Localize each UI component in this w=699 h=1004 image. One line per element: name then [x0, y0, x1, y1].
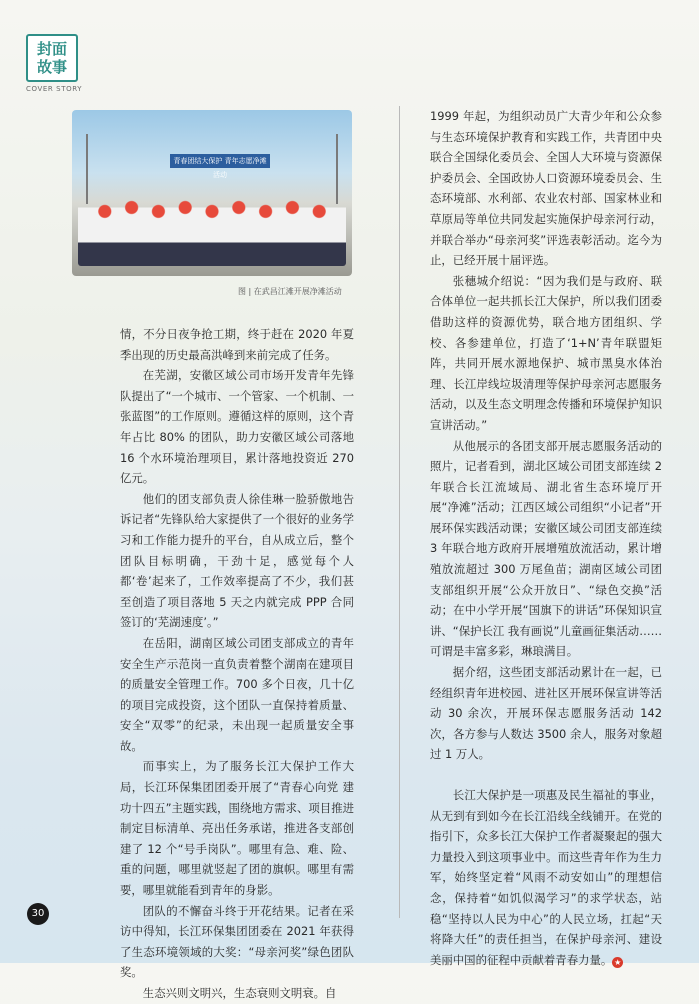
paragraph: 1999 年起，为组织动员广大青少年和公众参与生态环境保护教育和实践工作，共青团中央联合全国绿化委员会、全国人大环境与资源保护委员会、全国政协人口资源环境委员会、生态环境部、水利部、农业农村部、国家林业和草原局等单位共同发起实施保护母亲河行动，并联合举办“母亲河奖”评选表彰活动。迄今为止，已经开展十届评选。	[430, 109, 662, 268]
paragraph: 在岳阳，湖南区域公司团支部成立的青年安全生产示范岗一直负责着整个湖南在建项目的质量安全管理工作。700 多个日夜，几十亿的项目完成投资，这个团队一直保持着质量、安全“双零”的纪录，未出现一起质量安全事故。	[120, 635, 354, 753]
page-number: 30	[27, 903, 49, 925]
logo-title-line2: 故事	[36, 58, 67, 76]
left-column	[120, 324, 354, 1004]
paragraph	[430, 785, 662, 970]
paragraph: 在芜湖，安徽区域公司市场开发青年先锋队提出了“一个城市、一个管家、一个机制、一张蓝图”的工作原则。遵循这样的原则，这个青年占比 80% 的团队，助力安徽区域公司落地 16 个水环境治理项目，累计落地投资近 270 亿元。	[120, 368, 354, 486]
paragraph-text: 长江大保护是一项惠及民生福祉的事业，从无到有到如今在长江沿线全线铺开。在党的指引下，众多长江大保护工作者凝聚起的强大力量投入到这项事业中。而这些青年作为生力军，始终坚定着“风雨不动安如山”的理想信念，保持着“如饥似渴学习”的求学状态，站稳“坚持以人民为中心”的人民立场，扛起“天将降大任”的责任担当，在保护母亲河、建设美丽中国的征程中贡献着青春力量。	[430, 788, 662, 967]
logo-title-line1: 封面	[36, 40, 67, 58]
end-star-icon: ★	[614, 957, 622, 967]
paragraph: 生态兴则文明兴，生态衰则文明衰。自	[142, 986, 337, 1000]
right-column	[430, 106, 662, 970]
photo-caption: 图 | 在武昌江滩开展净滩活动	[238, 287, 342, 296]
photo-banner: 青春团结大保护 青年志愿净滩活动	[170, 154, 270, 168]
paragraph: 团队的不懈奋斗终于开花结果。记者在采访中得知，长江环保集团团委在 2021 年获得了生态环境领域的大奖：“母亲河奖”绿色团队奖。	[120, 903, 354, 980]
photo-crowd	[78, 188, 346, 266]
paragraph: 他们的团支部负责人徐佳琳一脸骄傲地告诉记者“先锋队给大家提供了一个很好的业务学习和工作能力提升的平台，自从成立后，整个团队目标明确，干劲十足，感觉每个人都‘卷’起来了，工作效率提高了不少，我们甚至创造了项目落地 5 天之内就完成 PPP 合同签订的‘芜湖速度’。”	[120, 491, 354, 630]
column-divider	[399, 106, 400, 918]
logo-box	[26, 34, 78, 82]
paragraph: 张穗城介绍说：“因为我们是与政府、联合体单位一起共抓长江大保护，所以我们团委借助这样的资源优势，联合地方团组织、学校、各参建单位，打造了‘1+N’青年联盟矩阵，共同开展水源地保护、城市黑臭水体治理、长江岸线垃圾清理等保护母亲河志愿服务活动，以及生态文明理念传播和环境保护知识宣讲活动。”	[430, 273, 662, 432]
paragraph: 情，不分日夜争抢工期，终于赶在 2020 年夏季出现的历史最高洪峰到来前完成了任务。	[120, 327, 354, 362]
paragraph: 而事实上，为了服务长江大保护工作大局，长江环保集团团委开展了“青春心向党 建功十四五”主题实践，围绕地方需求、项目推进制定目标清单、亮出任务承诺，推进各支部创建了 12 个“号手岗队”。哪里有急、难、险、重的问题，哪里就竖起了团的旗帜。哪里有需要，哪里就能看到青年的身影。	[120, 759, 354, 898]
paragraph: 从他展示的各团支部开展志愿服务活动的照片，记者看到，湖北区域公司团支部连续 2 年联合长江流域局、湖北省生态环境厅开展“净滩”活动；江西区域公司组织“小记者”开展环保实践活动课；安徽区域公司团支部连续 3 年联合地方政府开展增殖放流活动，累计增殖放流超过 300 万尾鱼苗；湖南区域公司团支部组织开展“公众开放日”、“绿色交换”活动；在中小学开展“国旗下的讲话”环保知识宣讲、“保护长江 我有画说”儿童画征集活动……可谓是丰富多彩，琳琅满目。	[430, 438, 662, 659]
group-photo	[72, 110, 352, 276]
logo-subtitle: COVER STORY	[26, 85, 83, 93]
cover-story-logo	[26, 34, 90, 93]
paragraph: 据介绍，这些团支部活动累计在一起，已经组织青年进校园、进社区开展环保宣讲等活动 30 余次，开展环保志愿服务活动 142 次，各方参与人数达 3500 余人，服务对象超过 1 万人。	[430, 665, 662, 762]
